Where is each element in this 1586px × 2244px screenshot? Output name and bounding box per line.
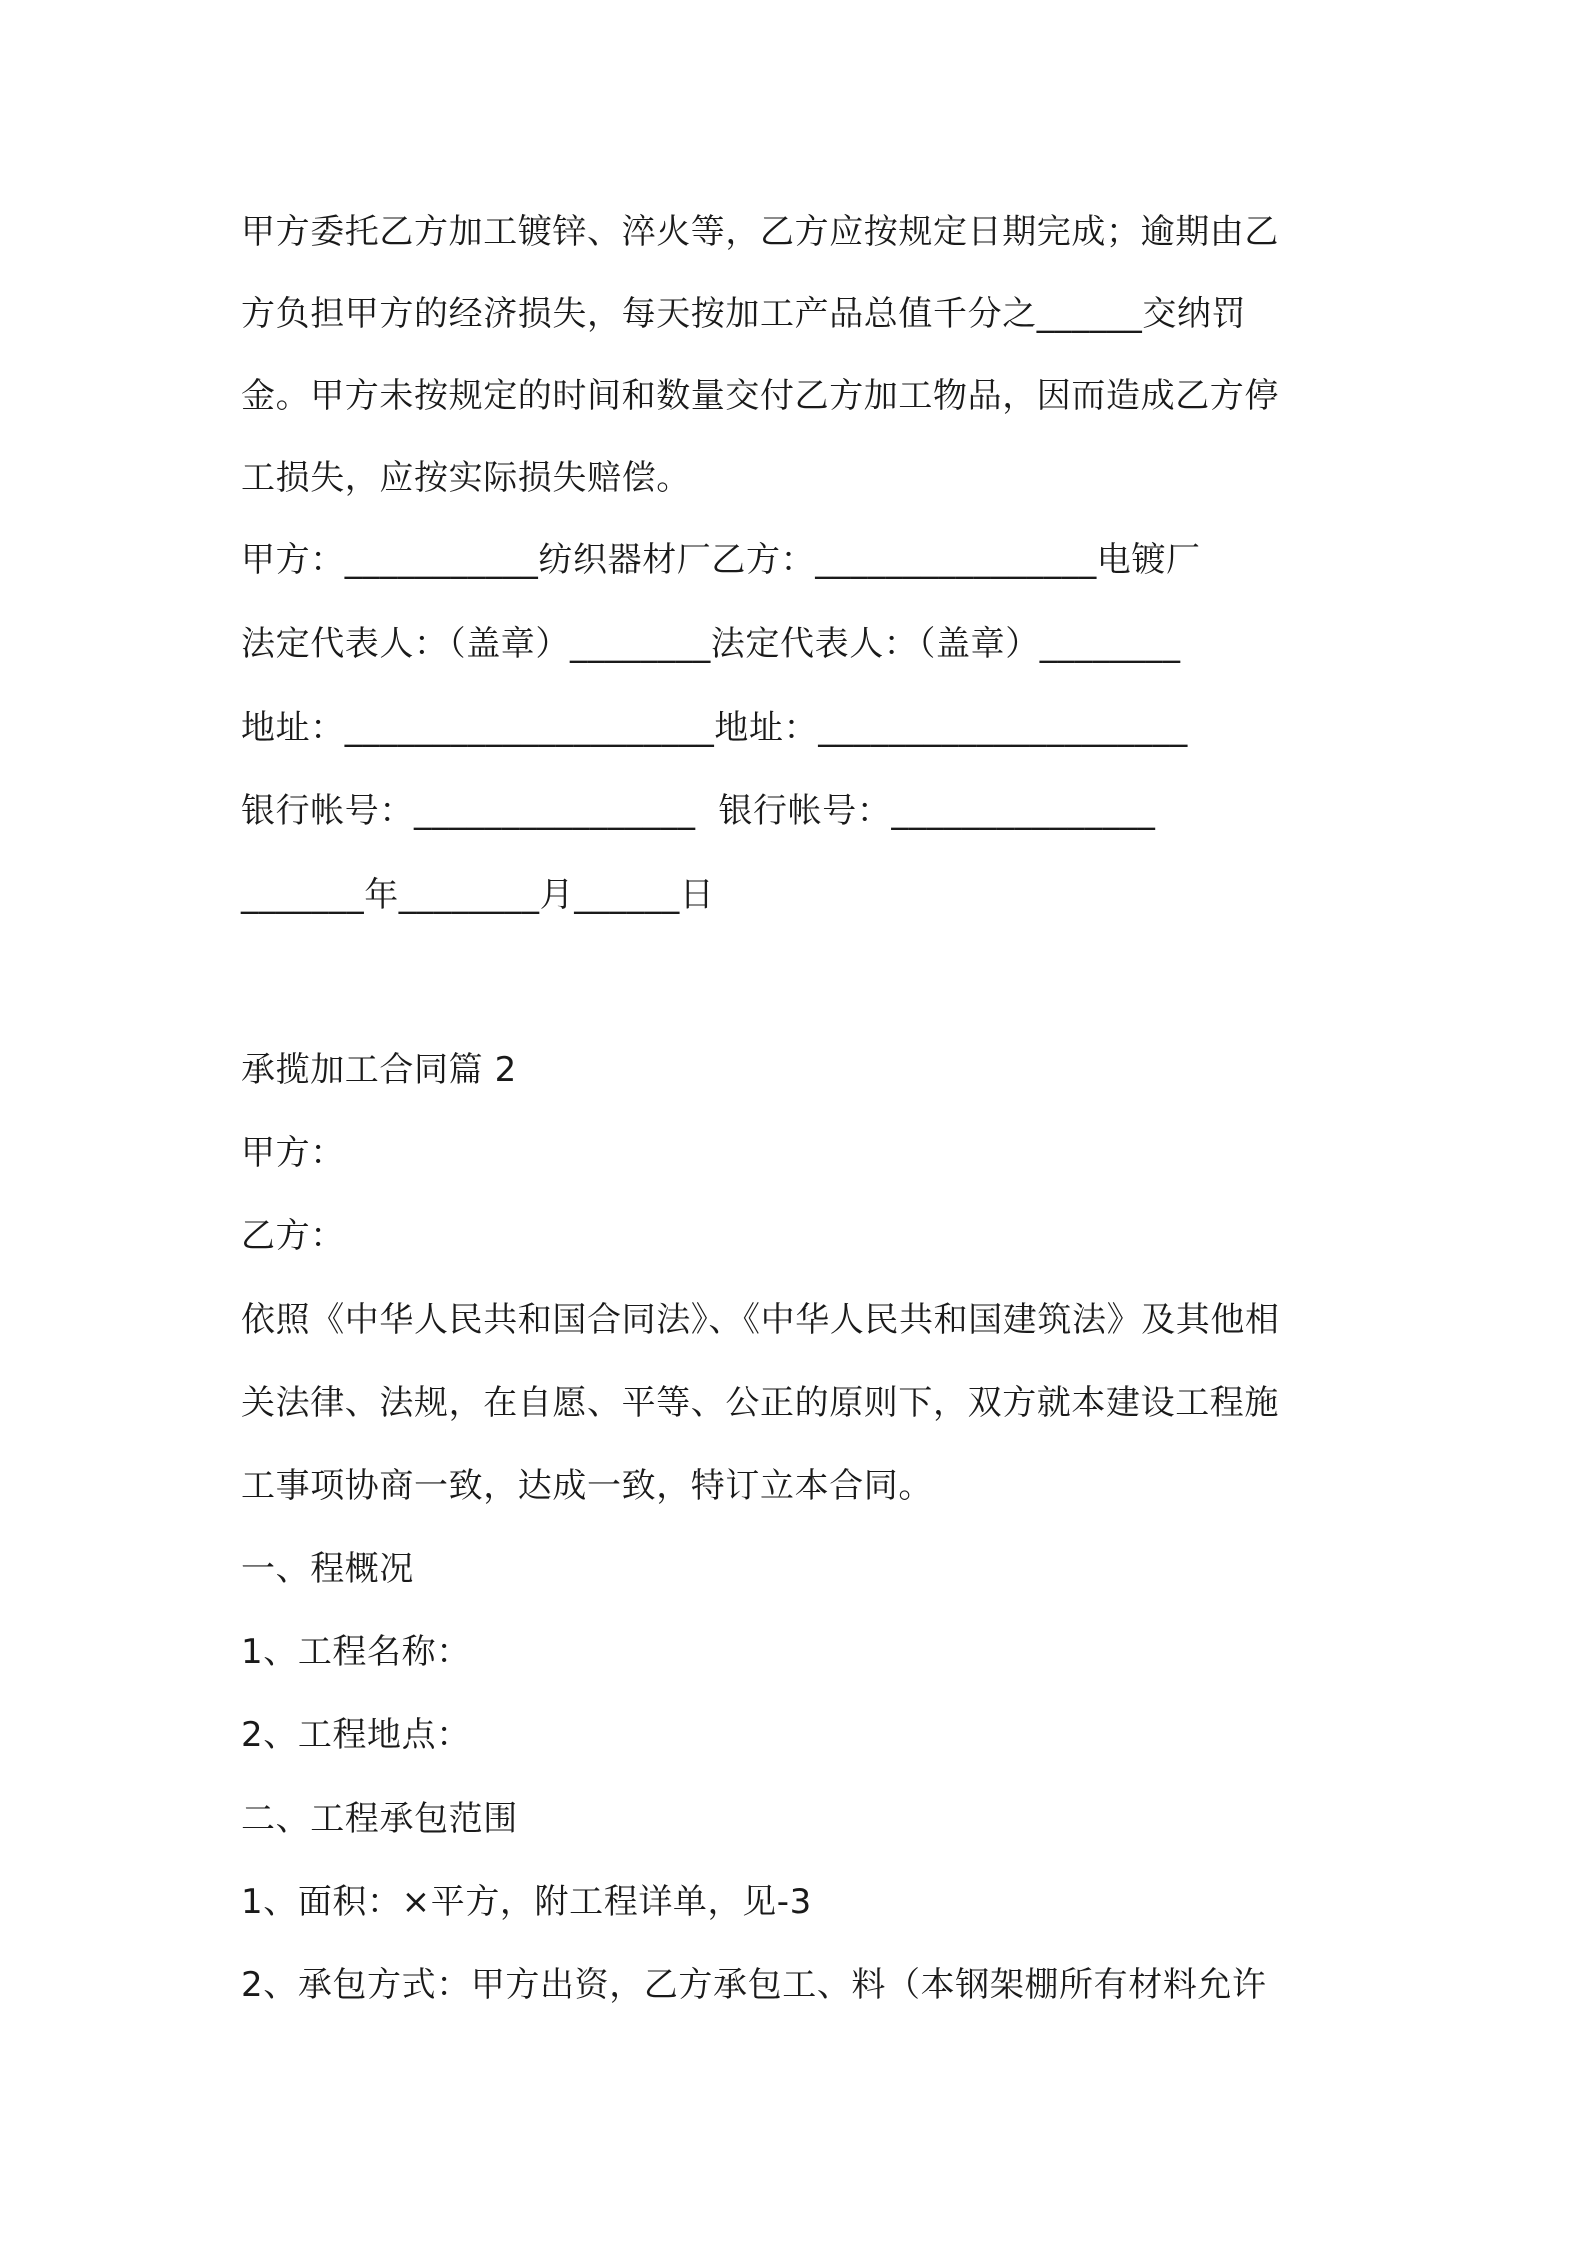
heading-project-overview: 一、程概况 <box>241 1549 414 1589</box>
paragraph-line: 金。甲方未按规定的时间和数量交付乙方加工物品，因而造成乙方停 <box>241 376 1279 416</box>
party-a-line: 甲方： <box>241 1133 345 1173</box>
paragraph-line: 方负担甲方的经济损失，每天按加工产品总值千分之______交纳罚 <box>241 294 1247 334</box>
item-project-name: 1、工程名称： <box>241 1632 471 1672</box>
signature-party-line: 甲方：___________纺织器材厂乙方：________________电镀厂 <box>241 540 1201 580</box>
intro-line: 依照《中华人民共和国合同法》、《中华人民共和国建筑法》及其他相 <box>241 1300 1280 1340</box>
heading-contract-scope: 二、工程承包范围 <box>241 1799 518 1839</box>
section-title: 承揽加工合同篇 2 <box>241 1050 517 1090</box>
paragraph-line: 工损失，应按实际损失赔偿。 <box>241 458 691 498</box>
item-contract-method: 2、承包方式：甲方出资，乙方承包工、料（本钢架棚所有材料允许 <box>241 1965 1267 2005</box>
item-area: 1、面积：×平方，附工程详单，见-3 <box>241 1882 812 1922</box>
signature-representative-line: 法定代表人：（盖章）________法定代表人：（盖章）________ <box>241 624 1181 664</box>
party-b-line: 乙方： <box>241 1216 345 1256</box>
item-project-location: 2、工程地点： <box>241 1715 471 1755</box>
intro-line: 工事项协商一致，达成一致，特订立本合同。 <box>241 1466 933 1506</box>
signature-address-line: 地址：_____________________地址：_____________________ <box>241 708 1188 748</box>
signature-bank-line: 银行帐号：________________ 银行帐号：_______________ <box>241 791 1156 831</box>
paragraph-line: 甲方委托乙方加工镀锌、淬火等，乙方应按规定日期完成；逾期由乙 <box>241 212 1279 252</box>
signature-date-line: _______年________月______日 <box>241 875 715 915</box>
intro-line: 关法律、法规，在自愿、平等、公正的原则下，双方就本建设工程施 <box>241 1383 1279 1423</box>
